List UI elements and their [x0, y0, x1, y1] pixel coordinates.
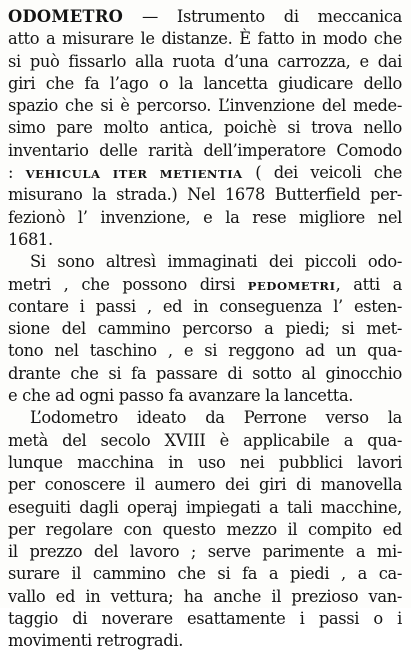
text-line	[8, 51, 402, 73]
line-text: per regolare con questo mezzo il compito ed	[8, 519, 402, 539]
text-line	[8, 73, 402, 95]
line-text: si può fissarlo alla ruota d’una carrozza, e dai	[8, 51, 402, 71]
line-text: eseguiti dagli operaj impiegati a tali macchine,	[8, 497, 402, 517]
line-text: misurano la strada.) Nel 1678 Butterfield per-	[8, 185, 402, 205]
pedometri-term: PEDOMETRI	[247, 278, 336, 293]
line-text: lunque macchina in uso nei pubblici lavori	[8, 452, 402, 472]
line-text: 1681.	[8, 229, 53, 249]
text-line	[8, 497, 402, 519]
text-line	[8, 117, 402, 139]
text-line	[8, 541, 402, 563]
text-line	[8, 140, 402, 162]
text-line	[8, 430, 402, 452]
dictionary-entry	[8, 6, 402, 653]
line-text: movimenti retrogradi.	[8, 631, 184, 651]
line-text: :	[8, 163, 26, 183]
line-text: inventario delle rarità dell’imperatore Comodo	[8, 140, 402, 160]
line-text: taggio di noverare esattamente i passi o i	[8, 609, 402, 629]
headword: ODOMETRO	[8, 7, 124, 26]
line-text: vallo ed in vettura; ha anche il prezioso van-	[8, 586, 402, 606]
text-line	[8, 608, 402, 630]
text-line	[8, 630, 402, 652]
line-text: metà del secolo XVIII è applicabile a qua-	[8, 430, 402, 450]
line-text: L’odometro ideato da Perrone verso la	[30, 408, 402, 428]
line-text: atto a misurare le distanze. È fatto in modo che	[8, 29, 402, 49]
line-text: — Istrumento di meccanica	[123, 7, 402, 26]
line-text: simo pare molto antica, poichè si trova nello	[8, 118, 402, 138]
text-line	[8, 296, 402, 318]
line-text: e che ad ogni passo fa avanzare la lancetta.	[8, 386, 354, 406]
line-text: , atti a	[335, 274, 402, 294]
text-line	[8, 162, 402, 184]
line-text: per conoscere il aumero dei giri di manovella	[8, 475, 402, 495]
line-text: ( dei veicoli che	[242, 163, 402, 183]
text-line	[8, 519, 402, 541]
text-line	[8, 28, 402, 50]
text-line	[8, 452, 402, 474]
text-line	[8, 385, 402, 407]
line-text: drante che si fa passare di sotto al ginocchio	[8, 363, 402, 383]
line-text: Si sono altresì immaginati dei piccoli odo-	[30, 252, 402, 272]
latin-phrase: VEHICULA ITER METIENTIA	[25, 167, 243, 182]
line-text: fezionò l’ invenzione, e la rese migliore nel	[8, 207, 402, 227]
text-line	[8, 407, 402, 429]
text-line	[8, 586, 402, 608]
text-line	[8, 229, 402, 251]
line-text: metri , che possono dirsi	[8, 274, 248, 294]
line-text: il prezzo del lavoro ; serve parimente a mi-	[8, 542, 402, 562]
text-line	[8, 318, 402, 340]
text-line	[8, 340, 402, 362]
text-line	[8, 563, 402, 585]
text-line	[8, 95, 402, 117]
text-line	[8, 6, 402, 28]
line-text: sione del cammino percorso a piedi; si met-	[8, 319, 402, 339]
line-text: contare i passi , ed in conseguenza l’ esten-	[8, 296, 402, 316]
text-line	[8, 251, 402, 273]
text-line	[8, 207, 402, 229]
text-line	[8, 474, 402, 496]
line-text: surare il cammino che si fa a piedi , a ca-	[8, 564, 402, 584]
line-text: spazio che si è percorso. L’invenzione del mede-	[8, 96, 402, 116]
line-text: giri che fa l’ago o la lancetta giudicare dello	[8, 73, 402, 93]
text-line	[8, 363, 402, 385]
text-line	[8, 184, 402, 206]
text-line	[8, 274, 402, 296]
line-text: tono nel taschino , e si reggono ad un qua-	[8, 341, 402, 361]
